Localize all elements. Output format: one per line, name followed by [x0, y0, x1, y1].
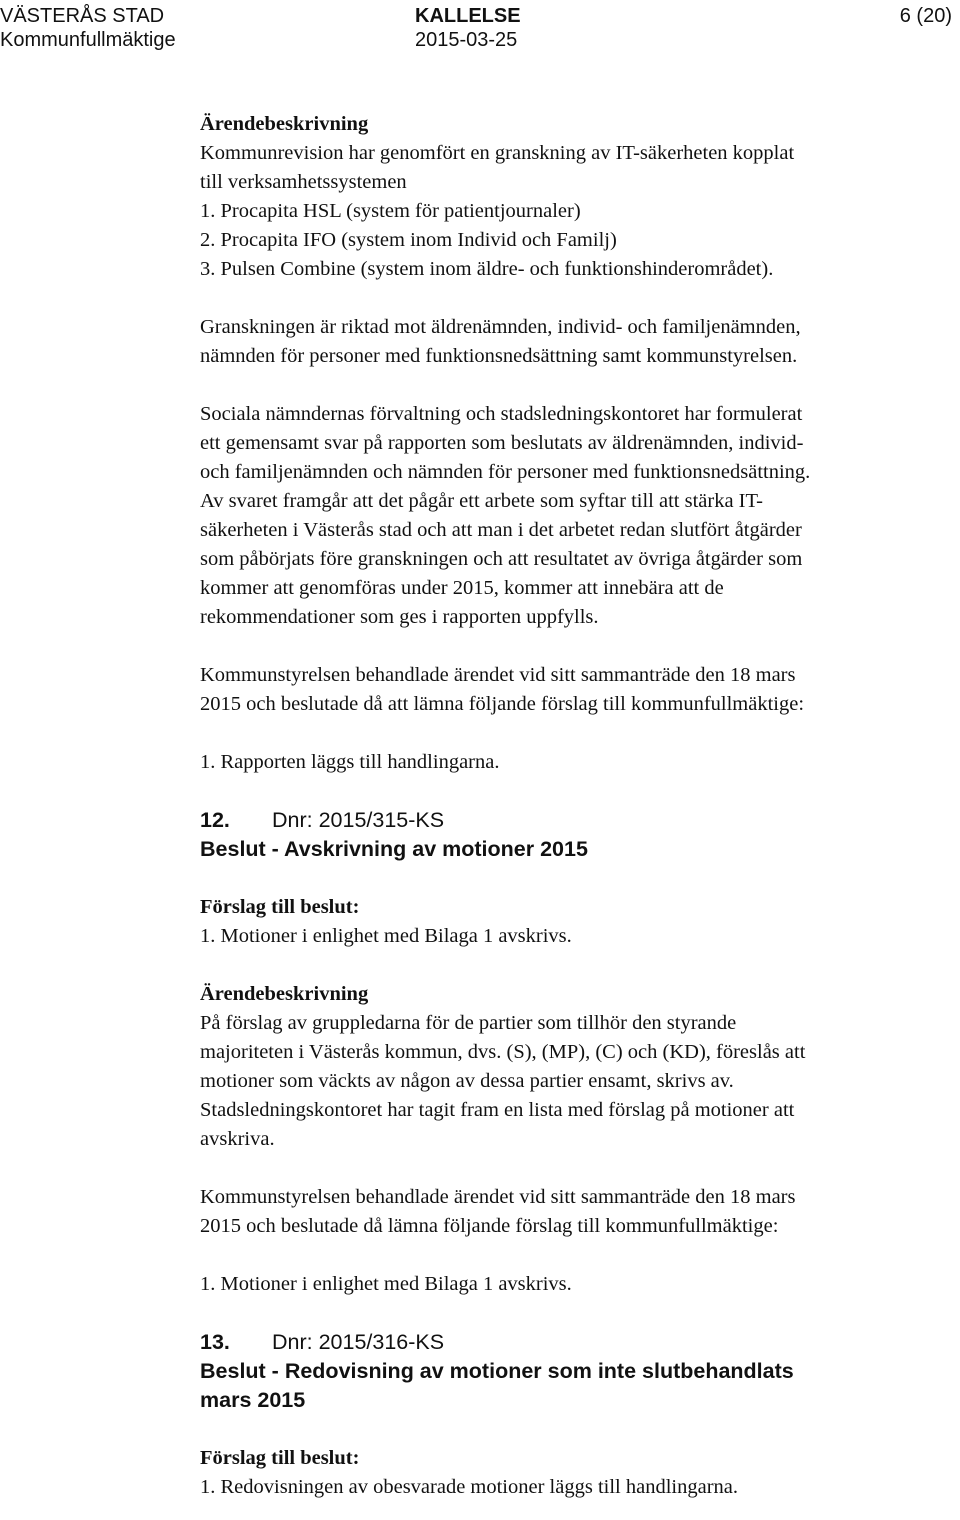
text-line: Av svaret framgår att det pågår ett arbete som syftar till att stärka IT-	[200, 490, 763, 512]
text-line: 2015 och beslutade då att lämna följande förslag till kommunfullmäktige:	[200, 693, 805, 715]
item-number: 13.	[200, 1330, 230, 1354]
doc-type: KALLELSE	[415, 5, 521, 27]
list-item: 3. Pulsen Combine (system inom äldre- och funktionshinderområdet).	[200, 258, 774, 280]
section-heading: Ärendebeskrivning	[200, 983, 369, 1005]
text-line: till verksamhetssystemen	[200, 171, 407, 193]
spacer	[200, 777, 952, 806]
document-body	[200, 110, 952, 1502]
header-middle	[415, 4, 521, 52]
decision-text: 1. Motioner i enlighet med Bilaga 1 avskrivs.	[200, 1273, 572, 1295]
proposal-heading: Förslag till beslut:	[200, 1447, 360, 1469]
item-dnr: Dnr: 2015/315-KS	[272, 808, 445, 832]
header-left	[0, 4, 176, 52]
item-title: Beslut - Redovisning av motioner som inte slutbehandlats	[200, 1359, 794, 1383]
spacer	[200, 1241, 952, 1270]
item-title: Beslut - Avskrivning av motioner 2015	[200, 837, 588, 861]
item-title: mars 2015	[200, 1388, 306, 1412]
spacer	[200, 719, 952, 748]
spacer	[200, 632, 952, 661]
body-name: Kommunfullmäktige	[0, 29, 176, 51]
text-line: kommer att genomföras under 2015, kommer att innebära att de	[200, 577, 724, 599]
item-dnr: Dnr: 2015/316-KS	[272, 1330, 445, 1354]
text-line: majoriteten i Västerås kommun, dvs. (S), (MP), (C) och (KD), föreslås att	[200, 1041, 806, 1063]
spacer	[200, 1299, 952, 1328]
text-line: Sociala nämndernas förvaltning och stadsledningskontoret har formulerat	[200, 403, 803, 425]
text-line: Kommunstyrelsen behandlade ärendet vid sitt sammanträde den 18 mars	[200, 664, 796, 686]
text-line: och familjenämnden och nämnden för personer med funktionsnedsättning.	[200, 461, 811, 483]
doc-date: 2015-03-25	[415, 29, 518, 51]
item-header-12	[200, 806, 952, 835]
item-number: 12.	[200, 808, 230, 832]
proposal-text: 1. Motioner i enlighet med Bilaga 1 avskrivs.	[200, 925, 572, 947]
list-item: 1. Procapita HSL (system för patientjournaler)	[200, 200, 581, 222]
text-line: Kommunstyrelsen behandlade ärendet vid sitt sammanträde den 18 mars	[200, 1186, 796, 1208]
spacer	[200, 1415, 952, 1444]
text-line: Stadsledningskontoret har tagit fram en lista med förslag på motioner att	[200, 1099, 795, 1121]
proposal-text: 1. Redovisningen av obesvarade motioner läggs till handlingarna.	[200, 1476, 738, 1498]
page-number: 6 (20)	[899, 5, 952, 27]
list-item: 2. Procapita IFO (system inom Individ och Familj)	[200, 229, 617, 251]
text-line: rekommendationer som ges i rapporten uppfylls.	[200, 606, 599, 628]
text-line: avskriva.	[200, 1128, 275, 1150]
text-line: På förslag av gruppledarna för de partier som tillhör den styrande	[200, 1012, 737, 1034]
section-heading: Ärendebeskrivning	[200, 113, 369, 135]
text-line: Granskningen är riktad mot äldrenämnden, individ- och familjenämnden,	[200, 316, 801, 338]
spacer	[200, 1154, 952, 1183]
spacer	[200, 864, 952, 893]
spacer	[200, 371, 952, 400]
text-line: Kommunrevision har genomfört en granskning av IT-säkerheten kopplat	[200, 142, 795, 164]
text-line: motioner som väckts av någon av dessa partier ensamt, skrivs av.	[200, 1070, 734, 1092]
text-line: ett gemensamt svar på rapporten som beslutats av äldrenämnden, individ-	[200, 432, 804, 454]
decision-text: 1. Rapporten läggs till handlingarna.	[200, 751, 500, 773]
spacer	[200, 284, 952, 313]
spacer	[200, 951, 952, 980]
text-line: säkerheten i Västerås stad och att man i det arbetet redan slutfört åtgärder	[200, 519, 802, 541]
org-name: VÄSTERÅS STAD	[0, 5, 165, 27]
item-header-13	[200, 1328, 952, 1357]
header-right	[900, 4, 952, 28]
proposal-heading: Förslag till beslut:	[200, 896, 360, 918]
text-line: 2015 och beslutade då lämna följande förslag till kommunfullmäktige:	[200, 1215, 779, 1237]
text-line: nämnden för personer med funktionsnedsättning samt kommunstyrelsen.	[200, 345, 798, 367]
text-line: som påbörjats före granskningen och att resultatet av övriga åtgärder som	[200, 548, 803, 570]
